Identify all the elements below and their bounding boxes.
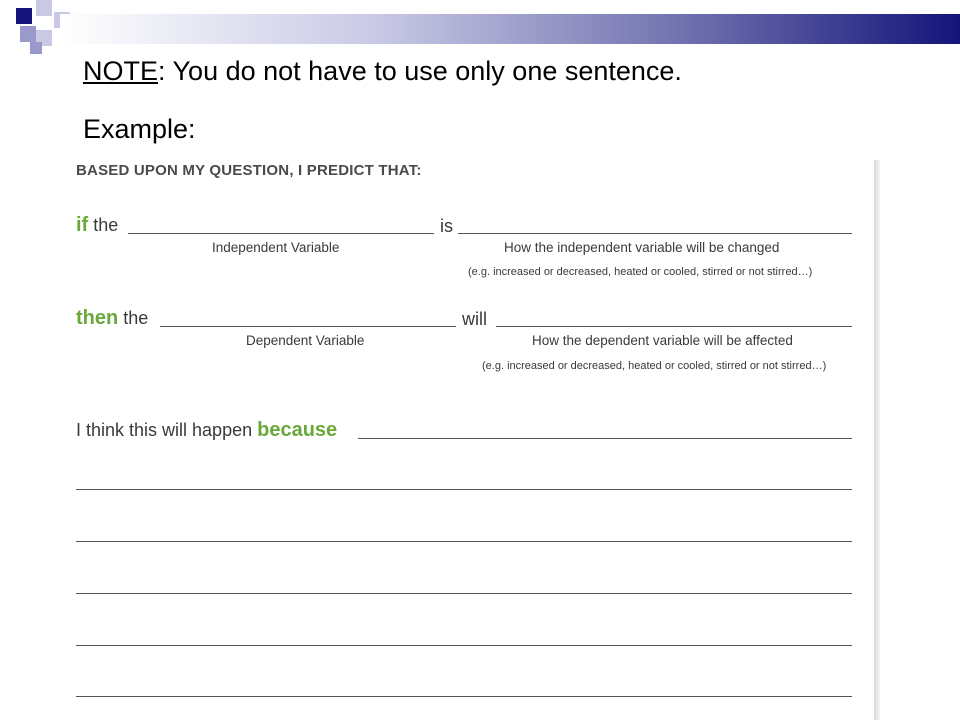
writing-line[interactable] [76, 696, 852, 697]
prediction-worksheet [62, 152, 880, 720]
then-row-label [76, 307, 148, 330]
if-connector: is [440, 216, 453, 236]
if-keyword: if [76, 214, 89, 236]
independent-change-caption: How the independent variable will be changed [504, 240, 780, 255]
if-row-label [76, 214, 118, 237]
writing-line[interactable] [76, 645, 852, 646]
note-text: : You do not have to use only one sentence. [158, 56, 682, 86]
worksheet-edge-shadow [874, 160, 880, 720]
dependent-variable-caption: Dependent Variable [246, 333, 365, 348]
dependent-effect-blank[interactable] [496, 326, 852, 327]
then-keyword: then [76, 307, 119, 329]
dependent-effect-caption: How the dependent variable will be affected [532, 333, 793, 348]
if-prefix: the [88, 215, 119, 235]
writing-line[interactable] [76, 541, 852, 542]
independent-variable-blank[interactable] [128, 233, 434, 234]
dependent-example-caption: (e.g. increased or decreased, heated or cooled, stirred or not stirred…) [482, 360, 827, 372]
writing-line[interactable] [76, 593, 852, 594]
because-blank[interactable] [358, 438, 852, 439]
example-label: Example: [83, 114, 196, 144]
title-gradient-bar [60, 14, 960, 44]
dependent-variable-blank[interactable] [160, 326, 456, 327]
independent-example-caption: (e.g. increased or decreased, heated or cooled, stirred or not stirred…) [468, 266, 813, 278]
independent-change-blank[interactable] [458, 233, 852, 234]
then-prefix: the [118, 308, 149, 328]
then-connector: will [462, 309, 487, 329]
because-prefix: I think this will happen [76, 420, 258, 440]
worksheet-heading: BASED UPON MY QUESTION, I PREDICT THAT: [76, 162, 422, 179]
because-row-label [76, 419, 337, 442]
note-label: NOTE [83, 56, 159, 86]
because-keyword: because [257, 419, 338, 441]
note-line [83, 56, 682, 87]
independent-variable-caption: Independent Variable [212, 240, 340, 255]
writing-line[interactable] [76, 489, 852, 490]
